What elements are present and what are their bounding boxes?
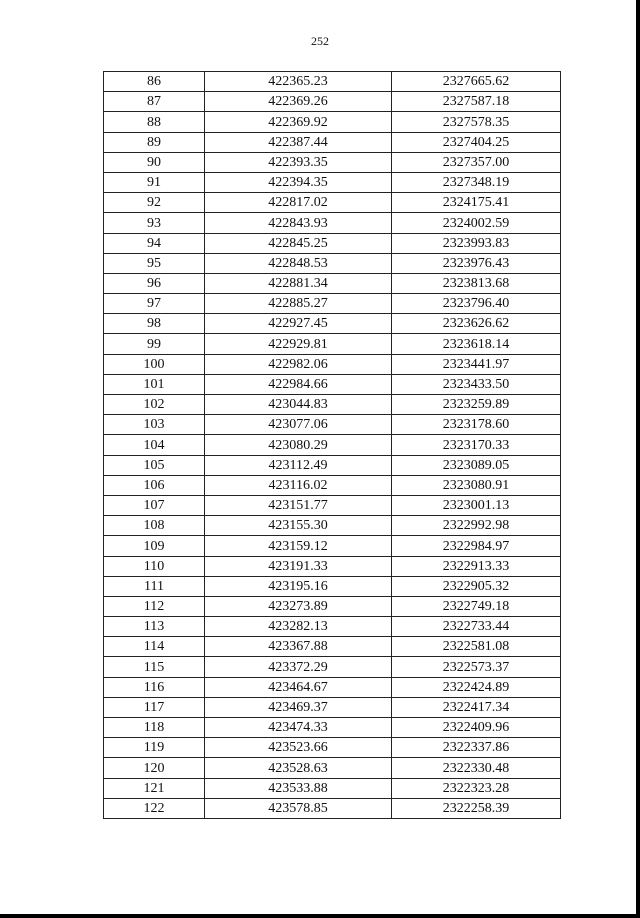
table-row <box>104 395 561 415</box>
table-row <box>104 576 561 596</box>
y-coordinate-cell: 2323259.89 <box>392 395 561 415</box>
point-number-cell: 92 <box>104 193 205 213</box>
y-coordinate-cell: 2323976.43 <box>392 253 561 273</box>
point-number-cell: 99 <box>104 334 205 354</box>
y-coordinate-cell: 2322330.48 <box>392 758 561 778</box>
y-coordinate-cell: 2327404.25 <box>392 132 561 152</box>
point-number-cell: 110 <box>104 556 205 576</box>
table-row <box>104 92 561 112</box>
x-coordinate-cell: 423523.66 <box>205 738 392 758</box>
x-coordinate-cell: 423155.30 <box>205 516 392 536</box>
point-number-cell: 95 <box>104 253 205 273</box>
point-number-cell: 104 <box>104 435 205 455</box>
point-number-cell: 97 <box>104 294 205 314</box>
table-row <box>104 213 561 233</box>
table-row <box>104 314 561 334</box>
page-number: 252 <box>311 34 329 48</box>
table-row <box>104 72 561 92</box>
table-row <box>104 596 561 616</box>
y-coordinate-cell: 2322573.37 <box>392 657 561 677</box>
x-coordinate-cell: 422365.23 <box>205 72 392 92</box>
point-number-cell: 112 <box>104 596 205 616</box>
y-coordinate-cell: 2322337.86 <box>392 738 561 758</box>
point-number-cell: 119 <box>104 738 205 758</box>
y-coordinate-cell: 2323441.97 <box>392 354 561 374</box>
y-coordinate-cell: 2323080.91 <box>392 475 561 495</box>
y-coordinate-cell: 2322984.97 <box>392 536 561 556</box>
x-coordinate-cell: 423474.33 <box>205 718 392 738</box>
point-number-cell: 96 <box>104 273 205 293</box>
point-number-cell: 122 <box>104 798 205 818</box>
x-coordinate-cell: 423273.89 <box>205 596 392 616</box>
table-row <box>104 273 561 293</box>
table-row <box>104 657 561 677</box>
table-row <box>104 677 561 697</box>
y-coordinate-cell: 2327587.18 <box>392 92 561 112</box>
point-number-cell: 88 <box>104 112 205 132</box>
point-number-cell: 101 <box>104 374 205 394</box>
x-coordinate-cell: 422369.92 <box>205 112 392 132</box>
point-number-cell: 116 <box>104 677 205 697</box>
table-row <box>104 253 561 273</box>
table-row <box>104 637 561 657</box>
table-row <box>104 112 561 132</box>
table-row <box>104 697 561 717</box>
x-coordinate-cell: 423464.67 <box>205 677 392 697</box>
x-coordinate-cell: 423112.49 <box>205 455 392 475</box>
x-coordinate-cell: 423367.88 <box>205 637 392 657</box>
y-coordinate-cell: 2323089.05 <box>392 455 561 475</box>
point-number-cell: 108 <box>104 516 205 536</box>
point-number-cell: 109 <box>104 536 205 556</box>
table-row <box>104 516 561 536</box>
x-coordinate-cell: 422927.45 <box>205 314 392 334</box>
x-coordinate-cell: 422982.06 <box>205 354 392 374</box>
x-coordinate-cell: 422848.53 <box>205 253 392 273</box>
y-coordinate-cell: 2324002.59 <box>392 213 561 233</box>
table-row <box>104 556 561 576</box>
table-row <box>104 172 561 192</box>
table-row <box>104 718 561 738</box>
point-number-cell: 94 <box>104 233 205 253</box>
x-coordinate-cell: 423528.63 <box>205 758 392 778</box>
y-coordinate-cell: 2327348.19 <box>392 172 561 192</box>
y-coordinate-cell: 2322905.32 <box>392 576 561 596</box>
x-coordinate-cell: 423159.12 <box>205 536 392 556</box>
point-number-cell: 102 <box>104 395 205 415</box>
y-coordinate-cell: 2323626.62 <box>392 314 561 334</box>
x-coordinate-cell: 422984.66 <box>205 374 392 394</box>
coordinates-table-body <box>104 72 561 819</box>
x-coordinate-cell: 422817.02 <box>205 193 392 213</box>
point-number-cell: 105 <box>104 455 205 475</box>
table-row <box>104 798 561 818</box>
table-row <box>104 152 561 172</box>
table-row <box>104 132 561 152</box>
x-coordinate-cell: 422387.44 <box>205 132 392 152</box>
x-coordinate-cell: 422394.35 <box>205 172 392 192</box>
x-coordinate-cell: 423533.88 <box>205 778 392 798</box>
y-coordinate-cell: 2327578.35 <box>392 112 561 132</box>
point-number-cell: 106 <box>104 475 205 495</box>
point-number-cell: 113 <box>104 617 205 637</box>
point-number-cell: 107 <box>104 495 205 515</box>
point-number-cell: 86 <box>104 72 205 92</box>
y-coordinate-cell: 2323993.83 <box>392 233 561 253</box>
y-coordinate-cell: 2323813.68 <box>392 273 561 293</box>
table-row <box>104 758 561 778</box>
table-row <box>104 536 561 556</box>
point-number-cell: 93 <box>104 213 205 233</box>
x-coordinate-cell: 423195.16 <box>205 576 392 596</box>
table-row <box>104 415 561 435</box>
y-coordinate-cell: 2322417.34 <box>392 697 561 717</box>
x-coordinate-cell: 423151.77 <box>205 495 392 515</box>
y-coordinate-cell: 2323178.60 <box>392 415 561 435</box>
y-coordinate-cell: 2327665.62 <box>392 72 561 92</box>
x-coordinate-cell: 422845.25 <box>205 233 392 253</box>
point-number-cell: 98 <box>104 314 205 334</box>
y-coordinate-cell: 2324175.41 <box>392 193 561 213</box>
table-row <box>104 495 561 515</box>
x-coordinate-cell: 422393.35 <box>205 152 392 172</box>
x-coordinate-cell: 422881.34 <box>205 273 392 293</box>
table-row <box>104 294 561 314</box>
x-coordinate-cell: 423191.33 <box>205 556 392 576</box>
x-coordinate-cell: 423080.29 <box>205 435 392 455</box>
point-number-cell: 121 <box>104 778 205 798</box>
point-number-cell: 90 <box>104 152 205 172</box>
table-row <box>104 435 561 455</box>
x-coordinate-cell: 422843.93 <box>205 213 392 233</box>
x-coordinate-cell: 423578.85 <box>205 798 392 818</box>
x-coordinate-cell: 423469.37 <box>205 697 392 717</box>
table-row <box>104 617 561 637</box>
y-coordinate-cell: 2323001.13 <box>392 495 561 515</box>
point-number-cell: 89 <box>104 132 205 152</box>
y-coordinate-cell: 2322581.08 <box>392 637 561 657</box>
y-coordinate-cell: 2322424.89 <box>392 677 561 697</box>
table-row <box>104 193 561 213</box>
y-coordinate-cell: 2323796.40 <box>392 294 561 314</box>
point-number-cell: 115 <box>104 657 205 677</box>
y-coordinate-cell: 2322749.18 <box>392 596 561 616</box>
x-coordinate-cell: 423282.13 <box>205 617 392 637</box>
coordinates-table <box>103 71 561 819</box>
y-coordinate-cell: 2323433.50 <box>392 374 561 394</box>
x-coordinate-cell: 423372.29 <box>205 657 392 677</box>
table-row <box>104 334 561 354</box>
table-row <box>104 778 561 798</box>
table-row <box>104 455 561 475</box>
point-number-cell: 87 <box>104 92 205 112</box>
y-coordinate-cell: 2327357.00 <box>392 152 561 172</box>
y-coordinate-cell: 2323170.33 <box>392 435 561 455</box>
x-coordinate-cell: 422369.26 <box>205 92 392 112</box>
x-coordinate-cell: 422885.27 <box>205 294 392 314</box>
x-coordinate-cell: 423116.02 <box>205 475 392 495</box>
point-number-cell: 111 <box>104 576 205 596</box>
point-number-cell: 120 <box>104 758 205 778</box>
point-number-cell: 100 <box>104 354 205 374</box>
table-row <box>104 354 561 374</box>
table-row <box>104 475 561 495</box>
y-coordinate-cell: 2322323.28 <box>392 778 561 798</box>
x-coordinate-cell: 422929.81 <box>205 334 392 354</box>
point-number-cell: 118 <box>104 718 205 738</box>
y-coordinate-cell: 2322409.96 <box>392 718 561 738</box>
y-coordinate-cell: 2323618.14 <box>392 334 561 354</box>
y-coordinate-cell: 2322733.44 <box>392 617 561 637</box>
y-coordinate-cell: 2322913.33 <box>392 556 561 576</box>
point-number-cell: 91 <box>104 172 205 192</box>
x-coordinate-cell: 423077.06 <box>205 415 392 435</box>
table-row <box>104 374 561 394</box>
table-row <box>104 233 561 253</box>
point-number-cell: 114 <box>104 637 205 657</box>
y-coordinate-cell: 2322258.39 <box>392 798 561 818</box>
point-number-cell: 117 <box>104 697 205 717</box>
x-coordinate-cell: 423044.83 <box>205 395 392 415</box>
point-number-cell: 103 <box>104 415 205 435</box>
y-coordinate-cell: 2322992.98 <box>392 516 561 536</box>
table-row <box>104 738 561 758</box>
